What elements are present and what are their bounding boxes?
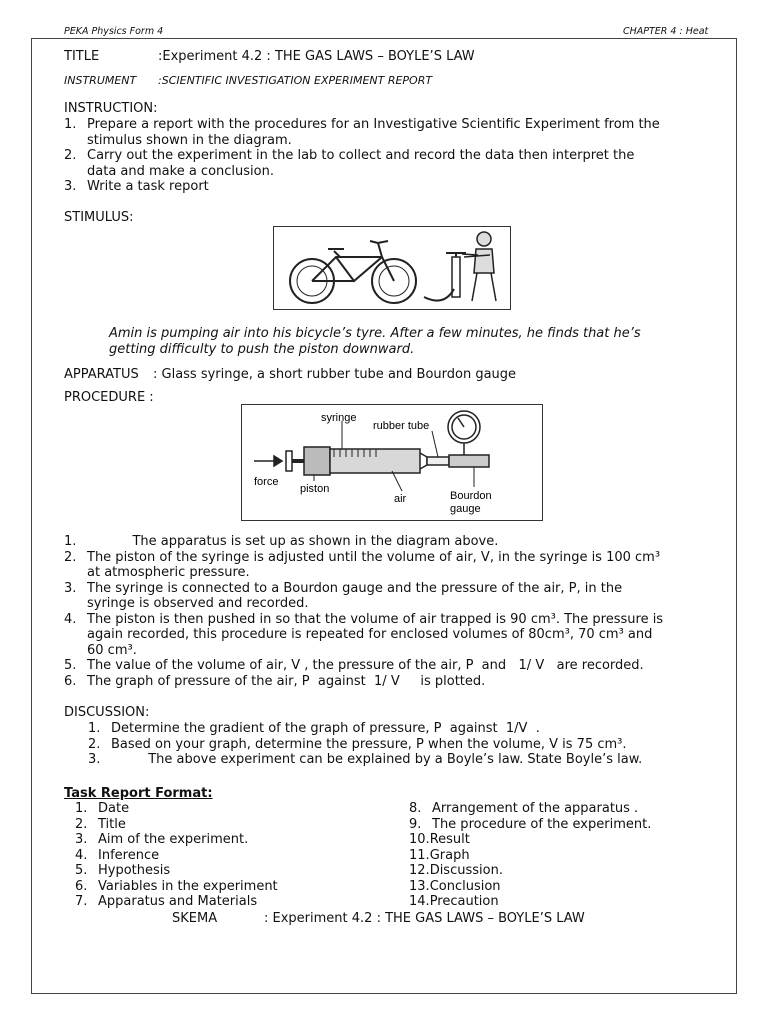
instrument-label: INSTRUMENT [64,74,137,87]
list-item: 2. The piston of the syringe is adjusted until the volume of air, V, in the syringe is 100 cm³ at atmospheric pressure. [64,549,661,580]
list-item: 8. Arrangement of the apparatus . [409,801,639,816]
skema-label: SKEMA [172,911,218,926]
apparatus-value: : Glass syringe, a short rubber tube and Bourdon gauge [153,367,517,382]
list-item: 6. Variables in the experiment [75,878,278,894]
list-item: 1. The apparatus is set up as shown in the diagram above. [64,534,499,549]
list-item: 1. Prepare a report with the procedures for an Investigative Scientific Experiment from the stimulus shown in the diagram. [64,117,660,148]
list-item: 10. Result [409,832,470,847]
stimulus-caption: Amin is pumping air into his bicycle’s tyre. After a few minutes, he finds that he’s getting difficulty to push the piston downward. [109,326,641,357]
list-item: 9. The procedure of the experiment. [409,816,652,832]
air-label: air [394,493,407,505]
procedure-list [64,534,734,689]
bicycle-pump-figure [273,226,511,310]
piston-label: piston [300,483,330,495]
apparatus-label: APPARATUS [64,367,139,382]
list-item: 1. Determine the gradient of the graph of pressure, P against 1/V . [88,721,540,736]
list-item: 12. Discussion. [409,863,503,878]
title-label: TITLE [64,49,100,64]
list-item: 3. Aim of the experiment. [75,832,249,847]
task-report-right-list [409,801,729,910]
skema-value: : Experiment 4.2 : THE GAS LAWS – BOYLE’S LAW [264,911,585,926]
discussion-list [88,721,728,768]
instruction-heading: INSTRUCTION: [64,101,158,116]
list-item: 4. The piston is then pushed in so that the volume of air trapped is 90 cm³. The pressure is again recorded, this procedure is repeated for enclosed volumes of 80cm³, 70 cm³ and 60 cm³. [64,611,664,658]
syringe-diagram [241,404,543,521]
syringe-label: syringe [321,412,357,424]
list-item: 3. The above experiment can be explained by a Boyle’s law. State Boyle’s law. [88,752,643,767]
list-item: 3. The syringe is connected to a Bourdon gauge and the pressure of the air, P, in the syringe is observed and recorded. [64,580,623,611]
force-label: force [254,476,279,488]
bicycle-illustration [274,227,510,309]
list-item: 2. Based on your graph, determine the pressure, P when the volume, V is 75 cm³. [88,736,627,752]
header-left: PEKA Physics Form 4 [64,26,164,37]
bourdon-label: Bourdon [450,490,492,502]
list-item: 5. The value of the volume of air, V , the pressure of the air, P and 1/ V are recorded. [64,658,644,673]
rubber-tube-label: rubber tube [373,420,430,432]
task-report-left-list [75,801,375,910]
discussion-heading: DISCUSSION: [64,705,150,720]
list-item: 7. Apparatus and Materials [75,894,258,909]
list-item: 6. The graph of pressure of the air, P against 1/ V is plotted. [64,673,486,689]
instruction-list [64,117,724,195]
list-item: 4. Inference [75,847,160,863]
task-report-heading: Task Report Format: [64,786,213,801]
syringe-apparatus-illustration [242,405,542,520]
procedure-heading: PROCEDURE : [64,390,154,405]
list-item: 2. Title [75,816,126,832]
list-item: 1. Date [75,801,130,816]
list-item: 2. Carry out the experiment in the lab to collect and record the data then interpret the data and make a conclusion. [64,148,635,179]
header-right: CHAPTER 4 : Heat [623,26,709,37]
gauge-label: gauge [450,503,481,515]
list-item: 14. Precaution [409,894,499,909]
title-value: :Experiment 4.2 : THE GAS LAWS – BOYLE’S LAW [158,49,475,64]
stimulus-heading: STIMULUS: [64,210,134,225]
list-item: 11. Graph [409,847,470,863]
list-item: 3. Write a task report [64,179,209,194]
list-item: 5. Hypothesis [75,863,171,878]
list-item: 13. Conclusion [409,878,501,894]
instrument-value: :SCIENTIFIC INVESTIGATION EXPERIMENT REPORT [158,74,433,87]
